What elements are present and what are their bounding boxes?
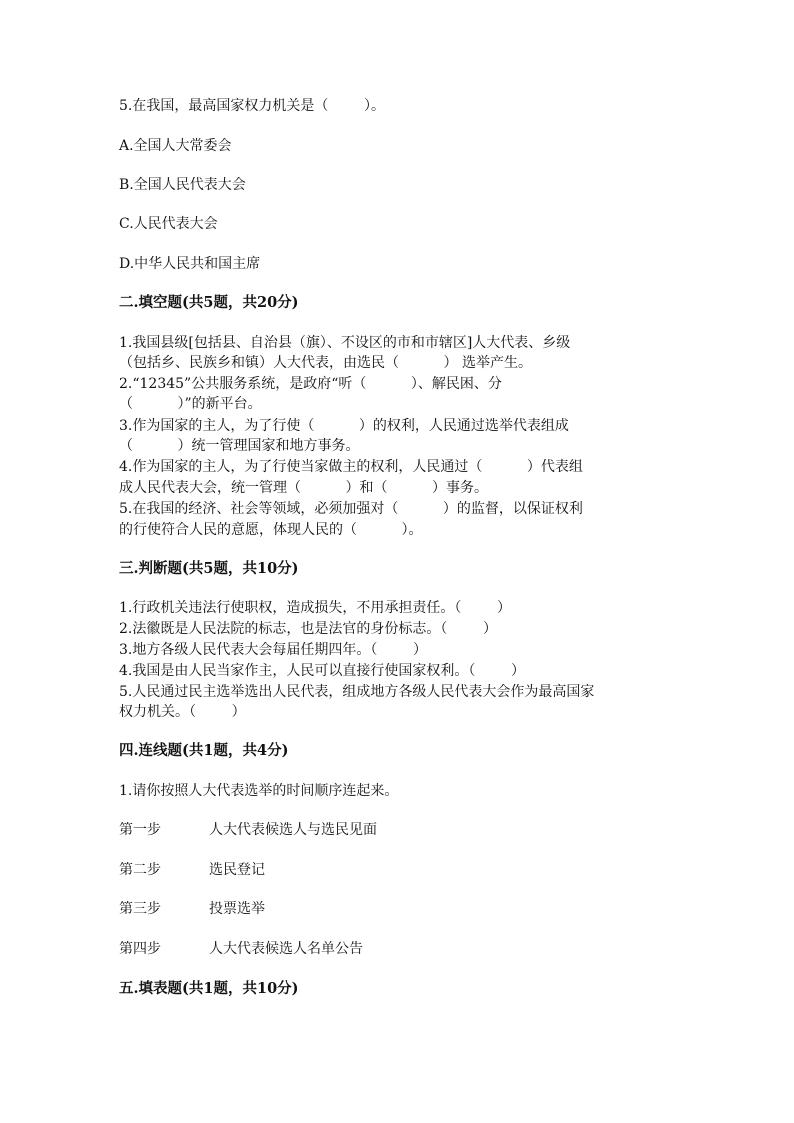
judge-line: 2.法徽既是人民法院的标志，也是法官的身份标志。（ ） xyxy=(119,621,497,637)
judge-line: 4.我国是由人民当家作主，人民可以直接行使国家权利。（ ） xyxy=(119,663,525,679)
fill-line: 2.“12345”公共服务系统，是政府“听（ ）、解民困、分 xyxy=(119,376,502,392)
step-label: 第二步 xyxy=(119,862,161,878)
step-label: 第三步 xyxy=(119,901,161,917)
section-4-title: 四.连线题(共1题，共4分) xyxy=(119,742,289,759)
judge-line: 5.人民通过民主选举选出人民代表，组成地方各级人民代表大会作为最高国家 xyxy=(119,684,595,700)
option-c: C.人民代表大会 xyxy=(119,216,218,232)
fill-line: 4.作为国家的主人，为了行使当家做主的权利，人民通过（ ）代表组 xyxy=(119,459,583,475)
option-d: D.中华人民共和国主席 xyxy=(119,256,261,272)
step-item: 选民登记 xyxy=(209,862,265,878)
section-2-title: 二.填空题(共5题，共20分) xyxy=(119,294,299,311)
judge-line: 1.行政机关违法行使职权，造成损失，不用承担责任。（ ） xyxy=(119,600,511,616)
section-3-title: 三.判断题(共5题，共10分) xyxy=(119,560,299,577)
step-item: 人大代表候选人名单公告 xyxy=(209,941,363,957)
fill-line: 的行使符合人民的意愿，体现人民的（ ）。 xyxy=(119,522,423,538)
judge-line: 3.地方各级人民代表大会每届任期四年。（ ） xyxy=(119,642,427,658)
fill-line: （包括乡、民族乡和镇）人大代表，由选民（ ） 选举产生。 xyxy=(119,355,532,371)
option-b: B.全国人民代表大会 xyxy=(119,177,246,193)
step-label: 第一步 xyxy=(119,822,161,838)
fill-line: 3.作为国家的主人，为了行使（ ）的权利，人民通过选举代表组成 xyxy=(119,418,569,434)
fill-line: 1.我国县级[包括县、自治县（旗）、不设区的市和市辖区]人大代表、乡级 xyxy=(119,335,571,351)
step-label: 第四步 xyxy=(119,941,161,957)
fill-line: （ ）统一管理国家和地方事务。 xyxy=(119,438,360,454)
section-5-title: 五.填表题(共1题，共10分) xyxy=(119,980,299,997)
step-item: 人大代表候选人与选民见面 xyxy=(209,822,377,838)
fill-line: （ ）”的新平台。 xyxy=(119,396,262,412)
judge-line: 权力机关。（ ） xyxy=(119,704,246,720)
matching-question: 1.请你按照人大代表选举的时间顺序连起来。 xyxy=(119,783,399,799)
step-item: 投票选举 xyxy=(209,901,265,917)
question-5-stem: 5.在我国，最高国家权力机关是（ ）。 xyxy=(119,98,385,114)
fill-line: 5.在我国的经济、社会等领域，必须加强对（ ）的监督，以保证权利 xyxy=(119,501,583,517)
fill-line: 成人民代表大会，统一管理（ ）和（ ）事务。 xyxy=(119,480,489,496)
option-a: A.全国人大常委会 xyxy=(119,138,232,154)
